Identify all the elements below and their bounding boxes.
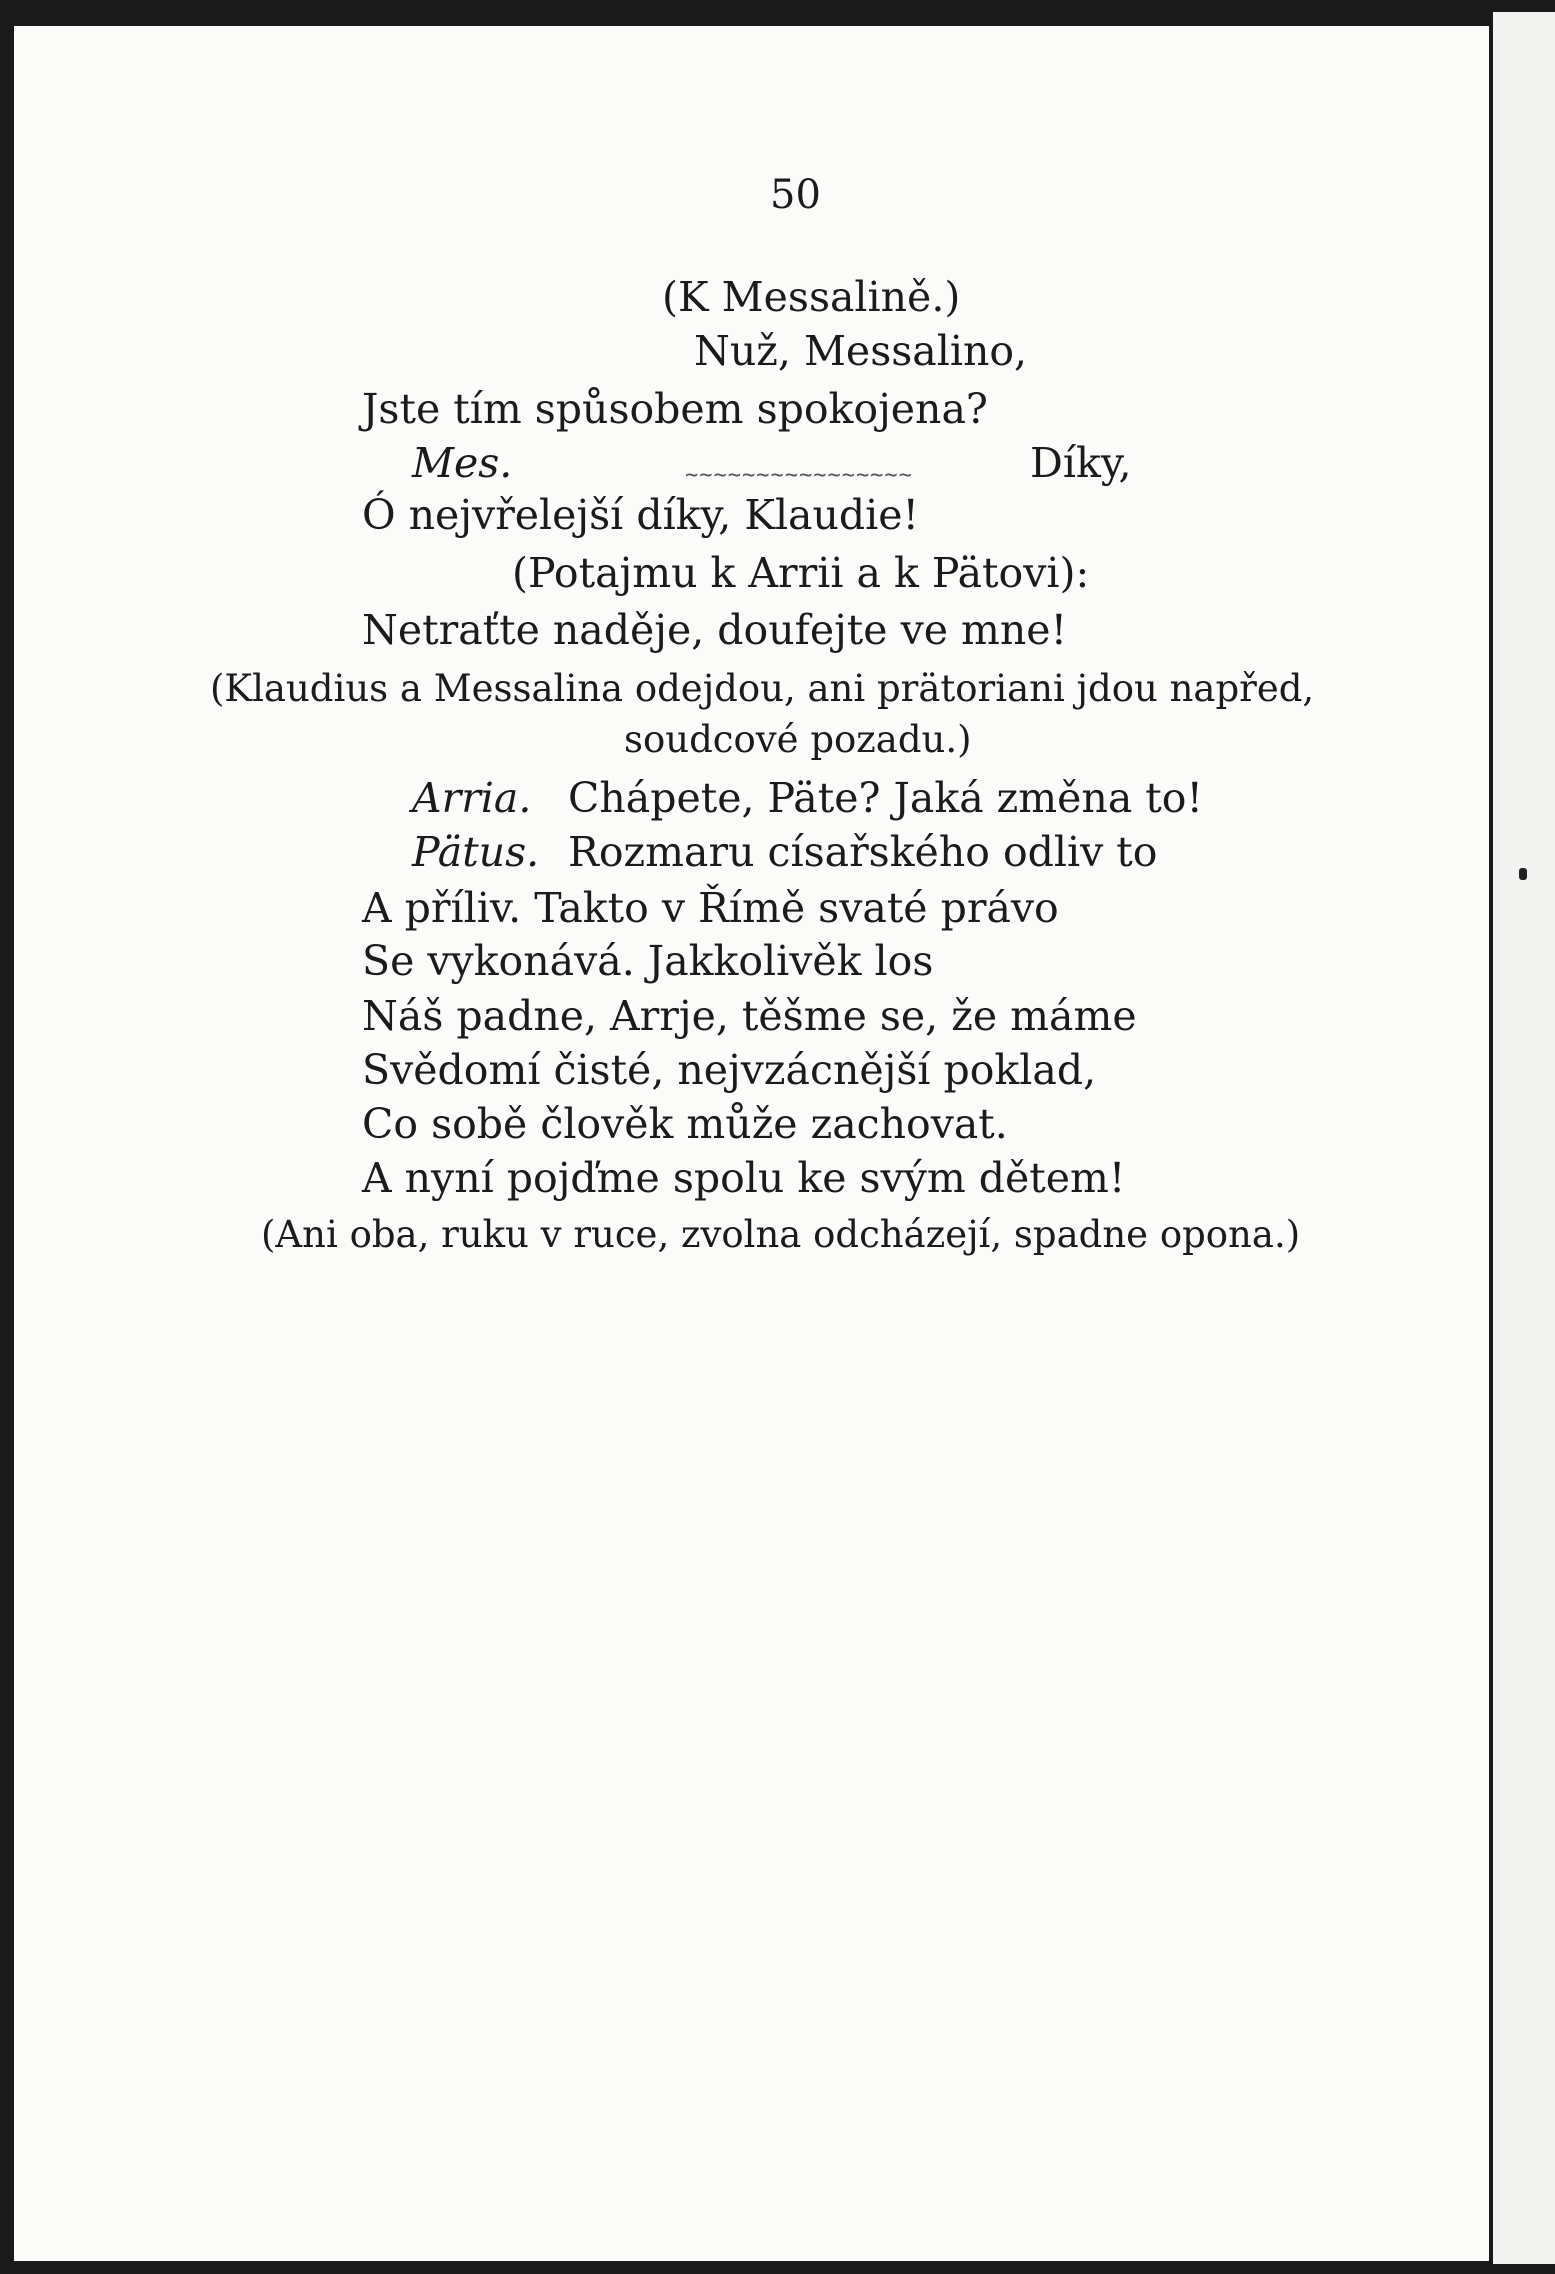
verse-line: Svědomí čisté, nejvzácnější poklad, bbox=[362, 1046, 1097, 1094]
verse-line: Chápete, Päte? Jaká změna to! bbox=[568, 774, 1203, 822]
stage-direction: (Klaudius a Messalina odejdou, ani prätoriani jdou napřed, bbox=[210, 667, 1315, 710]
book-page bbox=[14, 26, 1489, 2261]
stage-direction: (Ani oba, ruku v ruce, zvolna odcházejí, spadne opona.) bbox=[261, 1213, 1301, 1256]
edge-mark bbox=[1519, 868, 1527, 880]
speaker-name: Pätus. bbox=[412, 828, 540, 876]
stage-direction: (K Messalině.) bbox=[662, 273, 961, 321]
page-number: 50 bbox=[770, 172, 821, 218]
verse-line: Jste tím spůsobem spokojena? bbox=[362, 385, 988, 433]
verse-line: Rozmaru císařského odliv to bbox=[568, 828, 1158, 876]
speaker-name: Arria. bbox=[412, 774, 532, 822]
end-ornament: ~~~~~~~~~~~~~~~~ bbox=[685, 463, 913, 488]
stage-direction: (Potajmu k Arrii a k Pätovi): bbox=[512, 549, 1090, 597]
verse-line: Ó nejvřelejší díky, Klaudie! bbox=[362, 491, 920, 539]
stage-direction: soudcové pozadu.) bbox=[624, 718, 972, 761]
verse-line: A nyní pojďme spolu ke svým dětem! bbox=[362, 1154, 1126, 1202]
verse-line: A příliv. Takto v Římě svaté právo bbox=[362, 884, 1059, 932]
speaker-name: Mes. bbox=[412, 439, 513, 487]
verse-line: Náš padne, Arrje, těšme se, že máme bbox=[362, 992, 1137, 1040]
verse-line: Díky, bbox=[1030, 439, 1132, 487]
verse-line: Nuž, Messalino, bbox=[694, 327, 1028, 375]
verse-line: Netraťte naděje, doufejte ve mne! bbox=[362, 606, 1068, 654]
adjacent-page-strip bbox=[1493, 12, 1555, 2264]
verse-line: Co sobě člověk může zachovat. bbox=[362, 1100, 1008, 1148]
verse-line: Se vykonává. Jakkolivěk los bbox=[362, 937, 934, 985]
